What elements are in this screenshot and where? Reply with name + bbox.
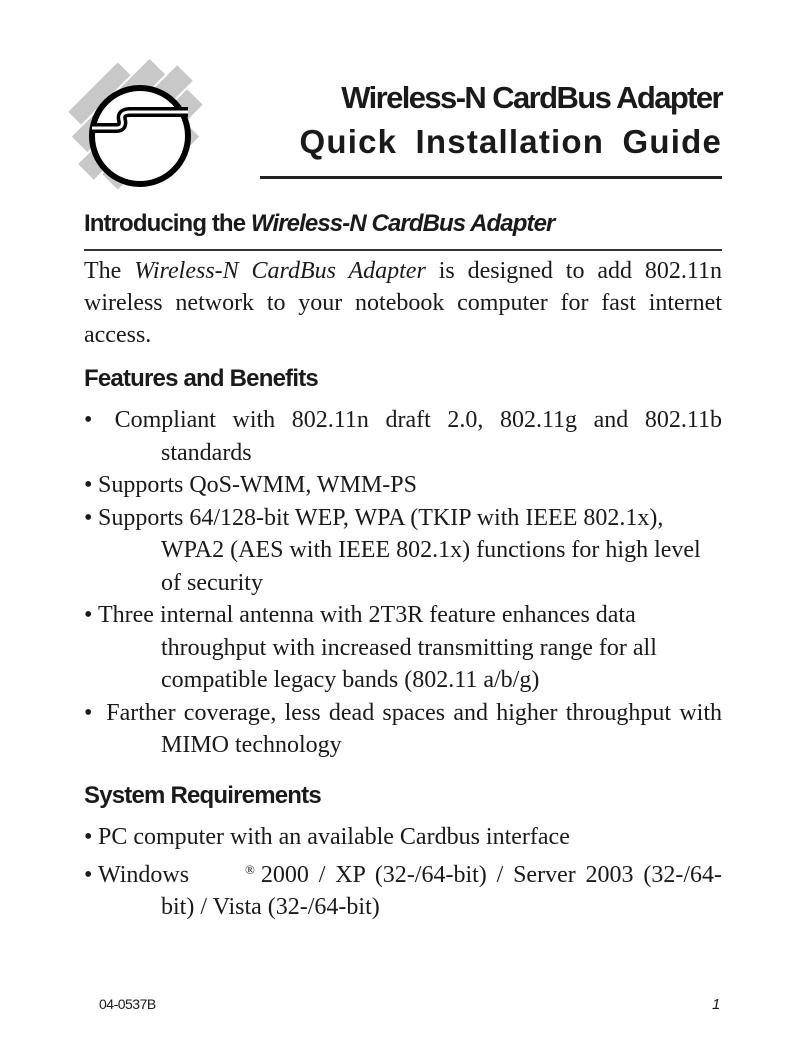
intro-heading (84, 210, 555, 238)
sig-logo (64, 46, 214, 206)
features-heading: Features and Benefits (84, 365, 318, 392)
sig-logo-icon (64, 46, 214, 206)
feature-text: Supports QoS-WMM, WMM-PS (98, 472, 417, 498)
page-number: 1 (712, 996, 721, 1013)
intro-para-product: Wireless-N CardBus Adapter (134, 258, 426, 284)
bullet: • (84, 472, 93, 498)
intro-heading-product: Wireless-N CardBus Adapter (250, 210, 555, 237)
product-title: Wireless-N CardBus Adapter (341, 80, 722, 115)
bullet: • (84, 407, 93, 433)
bullet: • (84, 824, 93, 850)
intro-paragraph (84, 255, 722, 351)
list-item (84, 697, 722, 762)
list-item (84, 599, 722, 697)
bullet: • (84, 504, 93, 531)
list-item (84, 502, 722, 600)
intro-para-rest: is designed to add 802.11n wireless network to your notebook computer for fast internet access. (84, 258, 723, 348)
intro-para-prefix: The (84, 258, 135, 284)
title-divider (260, 176, 722, 179)
requirement-os: Windows (98, 861, 190, 888)
feature-text: Farther coverage, less dead spaces and higher throughput with MIMO technology (106, 699, 723, 758)
list-item (84, 404, 722, 469)
list-item (84, 854, 722, 924)
requirements-heading: System Requirements (84, 782, 321, 809)
feature-text: Three internal antenna with 2T3R feature enhances data throughput with increased transmitting range for all compatible legacy bands (802.11 a/b/g) (98, 602, 657, 693)
registered-mark: ® (245, 861, 255, 877)
list-item (84, 469, 722, 502)
bullet: • (84, 602, 93, 628)
bullet: • (84, 699, 93, 726)
feature-text: Supports 64/128-bit WEP, WPA (TKIP with IEEE 802.1x), WPA2 (AES with IEEE 802.1x) functions for high level of security (98, 504, 701, 596)
list-item (84, 821, 722, 854)
requirement-text: PC computer with an available Cardbus interface (98, 824, 570, 850)
guide-title: Quick Installation Guide (299, 123, 722, 160)
features-list (84, 404, 722, 762)
feature-text: Compliant with 802.11n draft 2.0, 802.11g and 802.11b standards (114, 407, 722, 466)
requirement-text: 2000 / XP (32-/64-bit) / Server 2003 (32-/64-bit) / Vista (32-/64-bit) (161, 861, 722, 920)
requirements-list (84, 821, 722, 924)
intro-heading-prefix: Introducing the (84, 210, 251, 237)
document-code: 04-0537B (99, 996, 156, 1012)
title-block (258, 78, 722, 166)
bullet: • (84, 861, 93, 888)
intro-divider (84, 249, 722, 251)
